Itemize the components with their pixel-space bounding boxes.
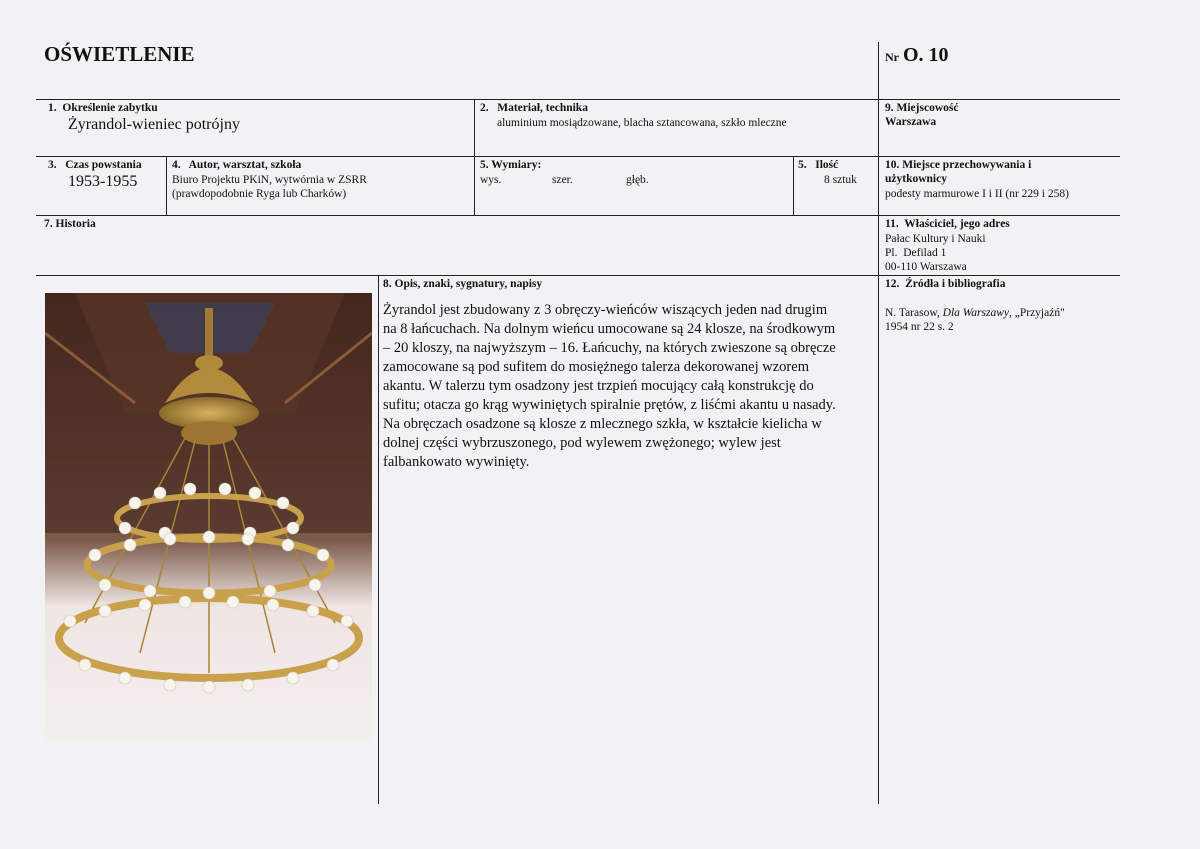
description-line: falbankowato wywinięty. (383, 454, 530, 470)
field-5b-label: 5. Ilość (798, 159, 839, 171)
field-9-label: 9. Miejscowość (885, 102, 959, 114)
divider (793, 156, 794, 216)
record-number-value: O. 10 (903, 44, 949, 66)
dimension-width: szer. (552, 174, 573, 186)
description-line: dolnej części wybrzuszonego, pod wylewem zwężonego; wylew jest (383, 435, 781, 451)
divider (36, 99, 1120, 100)
field-2-value: aluminium mosiądzowane, blacha sztancowana, szkło mleczne (497, 117, 787, 129)
field-9-value: Warszawa (885, 116, 937, 128)
description-line: zamocowane są pod sufitem do mosiężnego talerza dekorowanej wzorem (383, 359, 809, 375)
chandelier-photo (45, 293, 372, 741)
description-line: Żyrandol jest zbudowany z 3 obręczy-wieńców wiszących jeden nad drugim (383, 302, 828, 318)
field-11-line-1: Pałac Kultury i Nauki (885, 233, 986, 245)
bibliography-issue: 1954 nr 22 s. 2 (885, 321, 954, 333)
divider (474, 99, 475, 216)
bibliography-publication: , „Przyjaźń" (1009, 307, 1065, 319)
field-10-label-2: użytkownicy (885, 173, 947, 185)
field-3-value: 1953-1955 (68, 173, 138, 190)
field-11-line-2: Pl. Defilad 1 (885, 247, 947, 259)
description-line: akantu. W talerzu tym osadzony jest trzpień mocujący całą konstrukcję do (383, 378, 814, 394)
description-line: Na obręczach osadzone są klosze z mlecznego szkła, w kształcie kielicha w (383, 416, 822, 432)
divider (36, 215, 1120, 216)
divider (378, 275, 379, 804)
field-5-label: 5. Wymiary: (480, 159, 542, 171)
description (383, 301, 878, 472)
field-2-label: 2. Materiał, technika (480, 102, 588, 114)
field-4-label: 4. Autor, warsztat, szkoła (172, 159, 302, 171)
field-10-label-1: 10. Miejsce przechowywania i (885, 159, 1032, 171)
divider (36, 275, 1120, 276)
dimension-depth: głęb. (626, 174, 649, 186)
dimension-height: wys. (480, 174, 502, 186)
field-11-label: 11. Właściciel, jego adres (885, 218, 1010, 230)
bibliography-title: Dla Warszawy (942, 307, 1009, 319)
divider (878, 42, 879, 804)
description-line: – 20 kloszy, na najwyższym – 16. Łańcuchy, na których zwieszone są obręcze (383, 340, 836, 356)
divider (36, 156, 1120, 157)
bibliography-author: N. Tarasow, (885, 307, 943, 319)
field-11-line-3: 00-110 Warszawa (885, 261, 967, 273)
description-line: sufitu; otacza go krąg wywiniętych spiralnie prętów, z liśćmi akantu u nasady. (383, 397, 836, 413)
field-5b-value: 8 sztuk (824, 174, 857, 186)
page-title: OŚWIETLENIE (44, 42, 195, 66)
field-3-label: 3. Czas powstania (48, 159, 142, 171)
chandelier-image (45, 293, 372, 741)
bibliography-entry (885, 306, 1065, 320)
field-1-value: Żyrandol-wieniec potrójny (68, 116, 240, 133)
field-10-value: podesty marmurowe I i II (nr 229 i 258) (885, 188, 1069, 200)
description-line: na 8 łańcuchach. Na dolnym wieńcu umocowane są 24 klosze, na środkowym (383, 321, 836, 337)
record-number-prefix: Nr (885, 50, 899, 64)
field-12-label: 12. Źródła i bibliografia (885, 278, 1006, 290)
field-7-label: 7. Historia (44, 218, 96, 230)
record-number (885, 44, 949, 67)
field-4-line-2: (prawdopodobnie Ryga lub Charków) (172, 188, 347, 200)
divider (166, 156, 167, 216)
field-4-line-1: Biuro Projektu PKiN, wytwórnia w ZSRR (172, 174, 367, 186)
field-8-label: 8. Opis, znaki, sygnatury, napisy (383, 278, 543, 290)
field-1-label: 1. Określenie zabytku (48, 102, 158, 114)
